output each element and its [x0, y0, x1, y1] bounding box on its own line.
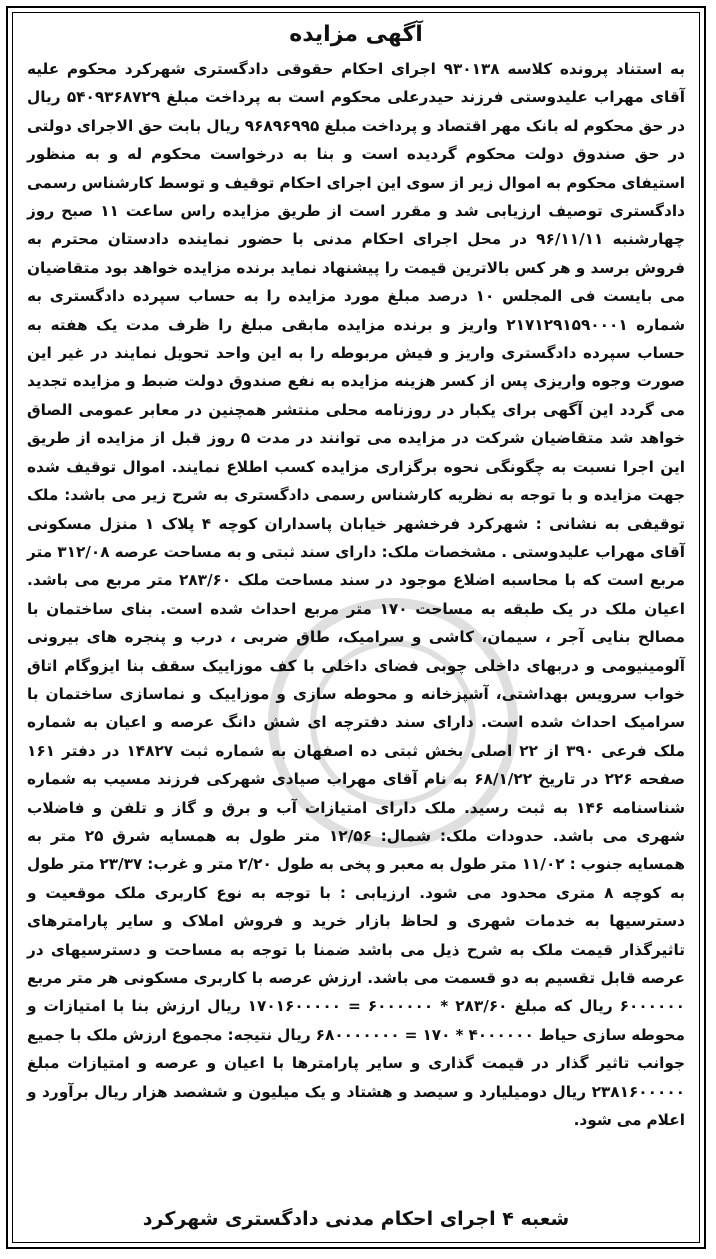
notice-inner-border: [12, 12, 700, 1243]
notice-body: به استناد پرونده کلاسه ۹۳۰۱۳۸ اجرای احکام حقوقی دادگستری شهرکرد محکوم علیه آقای مهراب علیدوستی فرزند حیدرعلی محکوم است به پرداخت مبلغ ۵۴۰۹۳۶۸۷۲۹ ریال در حق محکوم له بانک مهر اقتصاد و پرداخت مبلغ ۹۶۸۹۶۹۹۵ ریال بابت حق الاجرای دولتی در حق صندوق دولت محکوم گردیده است و بنا به درخواست محکوم له و به منظور استیفای محکوم به اموال زیر از سوی این اجرای احکام توقیف و توسط کارشناس رسمی دادگستری توصیف ارزیابی شد و مقرر است از طریق مزایده راس ساعت ۱۱ صبح روز چهارشنبه ۹۶/۱۱/۱۱ در محل اجرای احکام مدنی با حضور نماینده دادستان محترم به فروش برسد و هر کس بالاترین قیمت را پیشنهاد نماید برنده مزایده خواهد بود متقاضیان می بایست فی المجلس ۱۰ درصد مبلغ مورد مزایده را به حساب سپرده دادگستری به شماره ۲۱۷۱۲۹۱۵۹۰۰۰۱ واریز و برنده مزایده مابقی مبلغ را ظرف مدت یک هفته به حساب سپرده دادگستری واریز و فیش مربوطه را به این واحد تحویل نمایند در غیر این صورت وجوه واریزی پس از کسر هزینه مزایده به نفع صندوق دولت ضبط و مزایده تجدید می گردد این آگهی برای یکبار در روزنامه محلی منتشر همچنین در معابر عمومی الصاق خواهد شد متقاضیان شرکت در مزایده می توانند در مدت ۵ روز قبل از مزایده از طریق این اجرا نسبت به چگونگی نحوه برگزاری مزایده کسب اطلاع نمایند. اموال توقیف شده جهت مزایده و با توجه به نظریه کارشناس رسمی دادگستری به شرح زیر می باشد: ملک توقیفی به نشانی : شهرکرد فرخشهر خیابان پاسداران کوچه ۴ پلاک ۱ منزل مسکونی آقای مهراب علیدوستی . مشخصات ملک: دارای سند ثبتی و به مساحت عرصه ۳۱۲/۰۸ متر مربع است که با محاسبه اضلاع موجود در سند مساحت ملک ۲۸۳/۶۰ متر مربع می باشد. اعیان ملک در یک طبقه به مساحت ۱۷۰ متر مربع احداث شده است. بنای ساختمان با مصالح بنایی آجر ، سیمان، کاشی و سرامیک، طاق ضربی ، درب و پنجره های بیرونی آلومینیومی و دربهای داخلی چوبی فضای داخلی با کف موزاییک سقف بنا ایزوگام اتاق خواب سرویس بهداشتی، آشپزخانه و محوطه سازی و موزاییک و نماسازی ساختمان با سرامیک احداث شده است. دارای سند دفترچه ای شش دانگ عرصه و اعیان به شماره ملک فرعی ۳۹۰ از ۲۲ اصلی بخش ثبتی ده اصفهان به شماره ثبت ۱۴۸۲۷ در دفتر ۱۶۱ صفحه ۲۲۶ در تاریخ ۶۸/۱/۲۲ به نام آقای مهراب صیادی شهرکی فرزند مسیب به شماره شناسنامه ۱۴۶ به ثبت رسید. ملک دارای امتیازات آب و برق و گاز و تلفن و فاضلاب شهری می باشد. حدودات ملک: شمال: ۱۲/۵۶ متر طول به همسایه شرق ۲۵ متر به همسایه جنوب : ۱۱/۰۲ متر طول به معبر و پخی به طول ۲/۲۰ متر و غرب: ۲۳/۳۷ متر طول به کوچه ۸ متری محدود می شود. ارزیابی : با توجه به نوع کاربری ملک موقعیت و دسترسیها به خدمات شهری و لحاظ بازار خرید و فروش املاک و سایر پارامترهای تاثیرگذار قیمت ملک به شرح ذیل می باشد ضمنا با توجه به مساحت و دسترسیهای در عرصه قابل تقسیم به دو قسمت می باشد. ارزش عرصه با کاربری مسکونی هر متر مربع ۶۰۰۰۰۰۰ ریال که مبلغ ۲۸۳/۶۰ * ۶۰۰۰۰۰۰ = ۱۷۰۱۶۰۰۰۰۰ ریال ارزش بنا با امتیازات و محوطه سازی حیاط ۴۰۰۰۰۰۰ * ۱۷۰ = ۶۸۰۰۰۰۰۰۰ ریال نتیجه: مجموع ارزش ملک با جمیع جوانب تاثیر گذار در قیمت گذاری و سایر پارامترها با اعیان و عرصه و امتیازات مبلغ ۲۳۸۱۶۰۰۰۰۰ ریال دومیلیارد و سیصد و هشتاد و یک میلیون و ششصد هزار ریال برآورد و اعلام می شود.: [27, 60, 686, 1130]
notice-footer-signature: شعبه ۴ اجرای احکام مدنی دادگستری شهرکرد: [142, 1208, 570, 1230]
notice-frame: [6, 6, 706, 1249]
notice-title: آگهی مزایده: [289, 22, 423, 47]
